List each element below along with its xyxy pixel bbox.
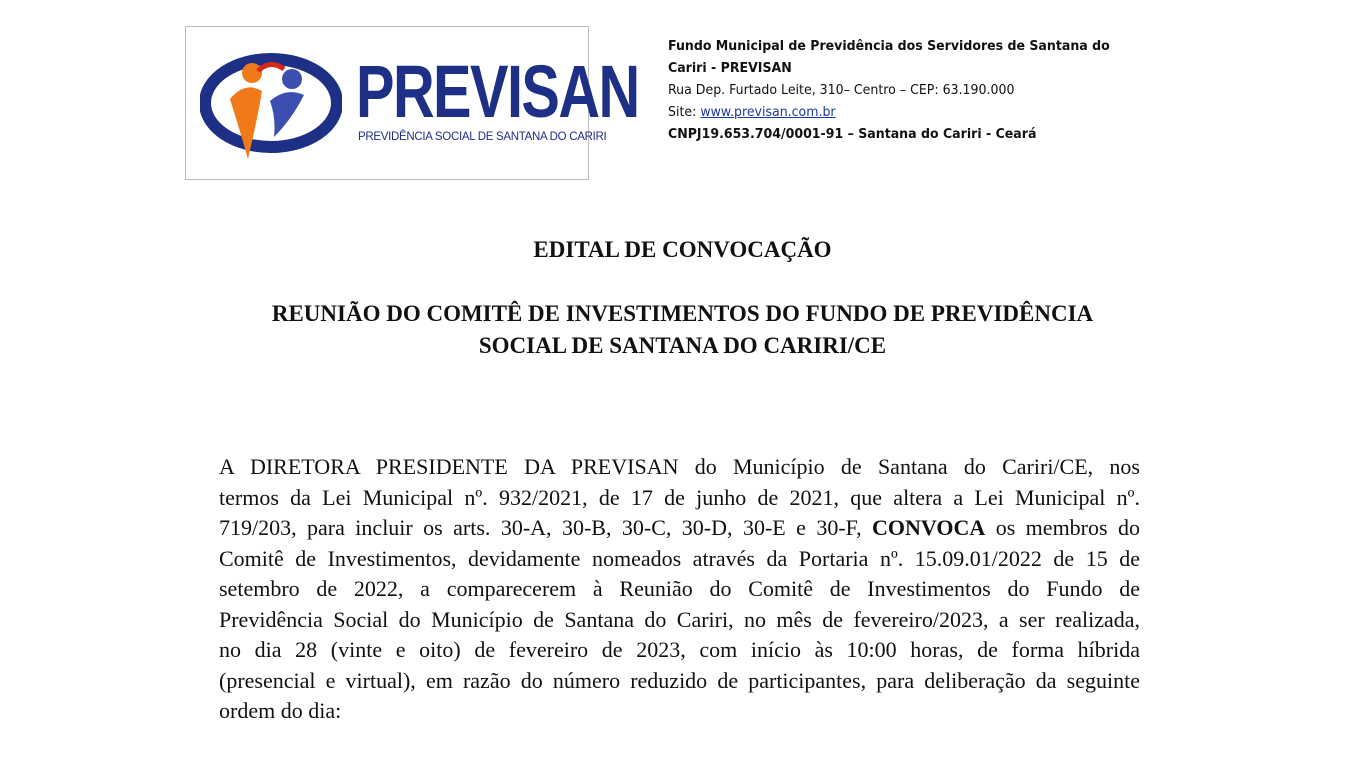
body-line: Comitê de Investimentos, devidamente nomeados através da Portaria nº. 15.09.01/2022 de 15 de [219,545,1140,571]
document-title: EDITAL DE CONVOCAÇÃO [533,237,832,262]
organization-info [668,35,1110,145]
body-line: A DIRETORA PRESIDENTE DA PREVISAN do Município de Santana do Cariri/CE, nos [219,454,1140,479]
org-name-line1: Fundo Municipal de Previdência dos Servidores de Santana do [668,38,1110,54]
org-address: Rua Dep. Furtado Leite, 310– Centro – CEP: 63.190.000 [668,82,1015,98]
subtitle-line1: REUNIÃO DO COMITÊ DE INVESTIMENTOS DO FUNDO DE PREVIDÊNCIA [271,301,1094,326]
site-link[interactable]: www.previsan.com.br [700,104,836,120]
previsan-emblem-icon [200,41,342,169]
org-cnpj: CNPJ19.653.704/0001-91 – Santana do Cariri - Ceará [668,126,1037,142]
body-line-part: 719/203, para incluir os arts. 30-A, 30-B, 30-C, 30-D, 30-E e 30-F, [219,515,862,540]
body-line-part: os membros do [985,515,1140,540]
document-subtitle [0,298,1365,362]
previsan-logo [185,26,639,180]
logo-wordmark: PREVISAN [356,50,639,133]
body-line: termos da Lei Municipal nº. 932/2021, de 17 de junho de 2021, que altera a Lei Municipal nº. [219,484,1140,510]
body-line: no dia 28 (vinte e oito) de fevereiro de 2023, com início às 10:00 horas, de forma híbrida [219,637,1140,662]
org-site-row [668,101,1105,123]
body-line [219,513,1140,544]
convoca-keyword: CONVOCA [872,515,986,540]
body-line: Previdência Social do Município de Santana do Cariri, no mês de fevereiro/2023, a ser realizada, [219,606,1140,632]
body-line: ordem do dia: [219,698,342,723]
logo-tagline: PREVIDÊNCIA SOCIAL DE SANTANA DO CARIRI [358,131,607,143]
body-line: setembro de 2022, a comparecerem à Reunião do Comitê de Investimentos do Fundo de [219,576,1140,601]
body-line: (presencial e virtual), em razão do número reduzido de participantes, para deliberação da seguinte [219,667,1140,693]
org-name-line2: Cariri - PREVISAN [668,60,792,76]
subtitle-line2: SOCIAL DE SANTANA DO CARIRI/CE [478,333,887,358]
site-label: Site: [668,104,701,120]
body-paragraph [219,452,1140,727]
